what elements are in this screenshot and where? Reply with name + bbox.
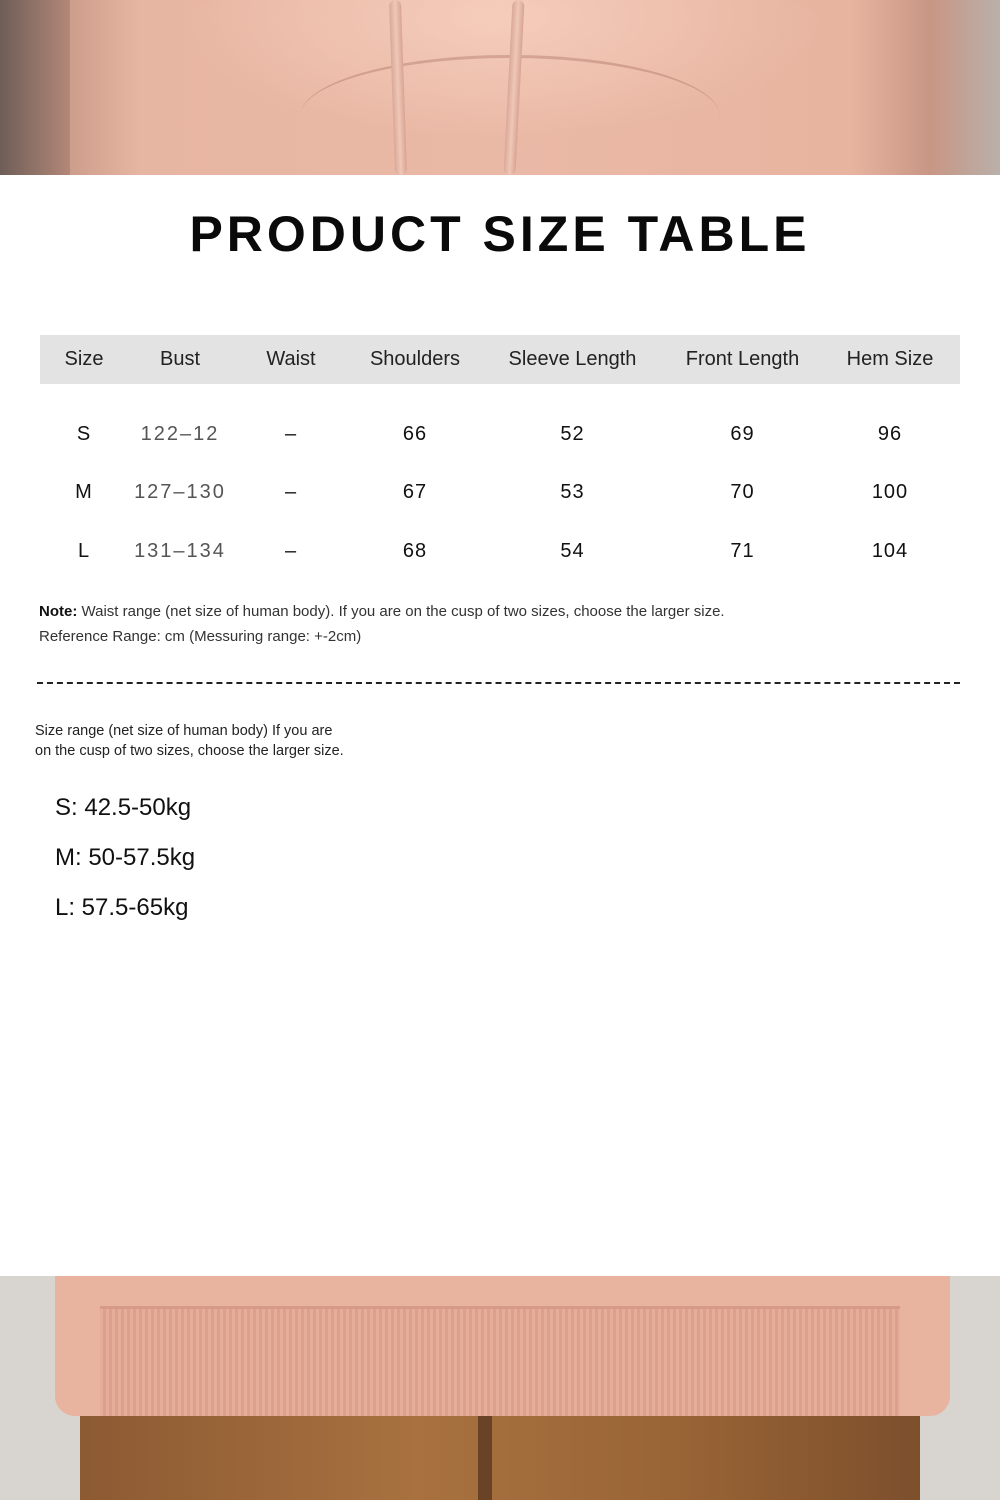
cell-bust: 131–134 bbox=[134, 539, 226, 562]
header-bust: Bust bbox=[159, 348, 201, 370]
ribbed-hem bbox=[100, 1306, 900, 1419]
note-label: Note: bbox=[39, 603, 78, 620]
note-text: Waist range (net size of human body). If you are on the cusp of two sizes, choose the larger size. bbox=[81, 603, 725, 620]
cell-front-length: 71 bbox=[730, 539, 755, 562]
header-front-length: Front Length bbox=[685, 348, 800, 370]
table-row bbox=[40, 405, 960, 464]
weight-item-m: M: 50-57.5kg bbox=[55, 844, 196, 871]
cell-shoulders: 67 bbox=[402, 481, 428, 504]
cell-size: L bbox=[77, 539, 91, 562]
cell-hem-size: 104 bbox=[871, 539, 909, 562]
table-row bbox=[40, 522, 960, 581]
cell-shoulders: 68 bbox=[402, 539, 428, 562]
header-shoulders: Shoulders bbox=[369, 348, 461, 370]
header-hem-size: Hem Size bbox=[846, 348, 934, 370]
cell-waist: – bbox=[284, 481, 298, 504]
weight-item-s: S: 42.5-50kg bbox=[55, 794, 192, 821]
header-size: Size bbox=[64, 348, 104, 370]
cell-hem-size: 96 bbox=[877, 422, 903, 445]
photo-arm bbox=[0, 0, 70, 175]
cell-waist: – bbox=[284, 422, 298, 445]
dashed-divider bbox=[37, 682, 960, 684]
cell-bust: 127–130 bbox=[134, 481, 226, 504]
cell-sleeve-length: 53 bbox=[560, 481, 585, 504]
table-row bbox=[40, 464, 960, 523]
cell-shoulders: 66 bbox=[402, 422, 428, 445]
note-line bbox=[39, 599, 725, 624]
pants-seam bbox=[478, 1416, 492, 1500]
size-range-note bbox=[35, 721, 375, 761]
weight-item-l: L: 57.5-65kg bbox=[55, 894, 189, 921]
cell-waist: – bbox=[284, 539, 298, 562]
cell-size: S bbox=[76, 422, 92, 445]
size-range-line-1: Size range (net size of human body) If you are bbox=[35, 723, 333, 739]
table-body bbox=[40, 405, 960, 581]
weight-list bbox=[55, 790, 195, 940]
hoodie-photo-bottom bbox=[0, 1276, 1000, 1500]
pants bbox=[80, 1416, 920, 1500]
page-title: PRODUCT SIZE TABLE bbox=[189, 206, 811, 262]
cell-bust: 122–12 bbox=[140, 422, 220, 445]
cell-front-length: 69 bbox=[730, 422, 755, 445]
size-table bbox=[40, 335, 960, 562]
header-waist: Waist bbox=[266, 348, 316, 370]
note-block bbox=[39, 599, 725, 649]
table-header-row bbox=[40, 335, 960, 384]
cell-sleeve-length: 52 bbox=[560, 422, 585, 445]
cell-hem-size: 100 bbox=[871, 481, 909, 504]
header-sleeve-length: Sleeve Length bbox=[508, 348, 637, 370]
size-range-line-2: on the cusp of two sizes, choose the larger size. bbox=[35, 743, 344, 759]
cell-front-length: 70 bbox=[730, 481, 755, 504]
cell-sleeve-length: 54 bbox=[560, 539, 585, 562]
cell-size: M bbox=[75, 481, 93, 504]
hoodie-photo-top bbox=[0, 0, 1000, 175]
reference-range: Reference Range: cm (Messuring range: +-2cm) bbox=[39, 628, 362, 645]
